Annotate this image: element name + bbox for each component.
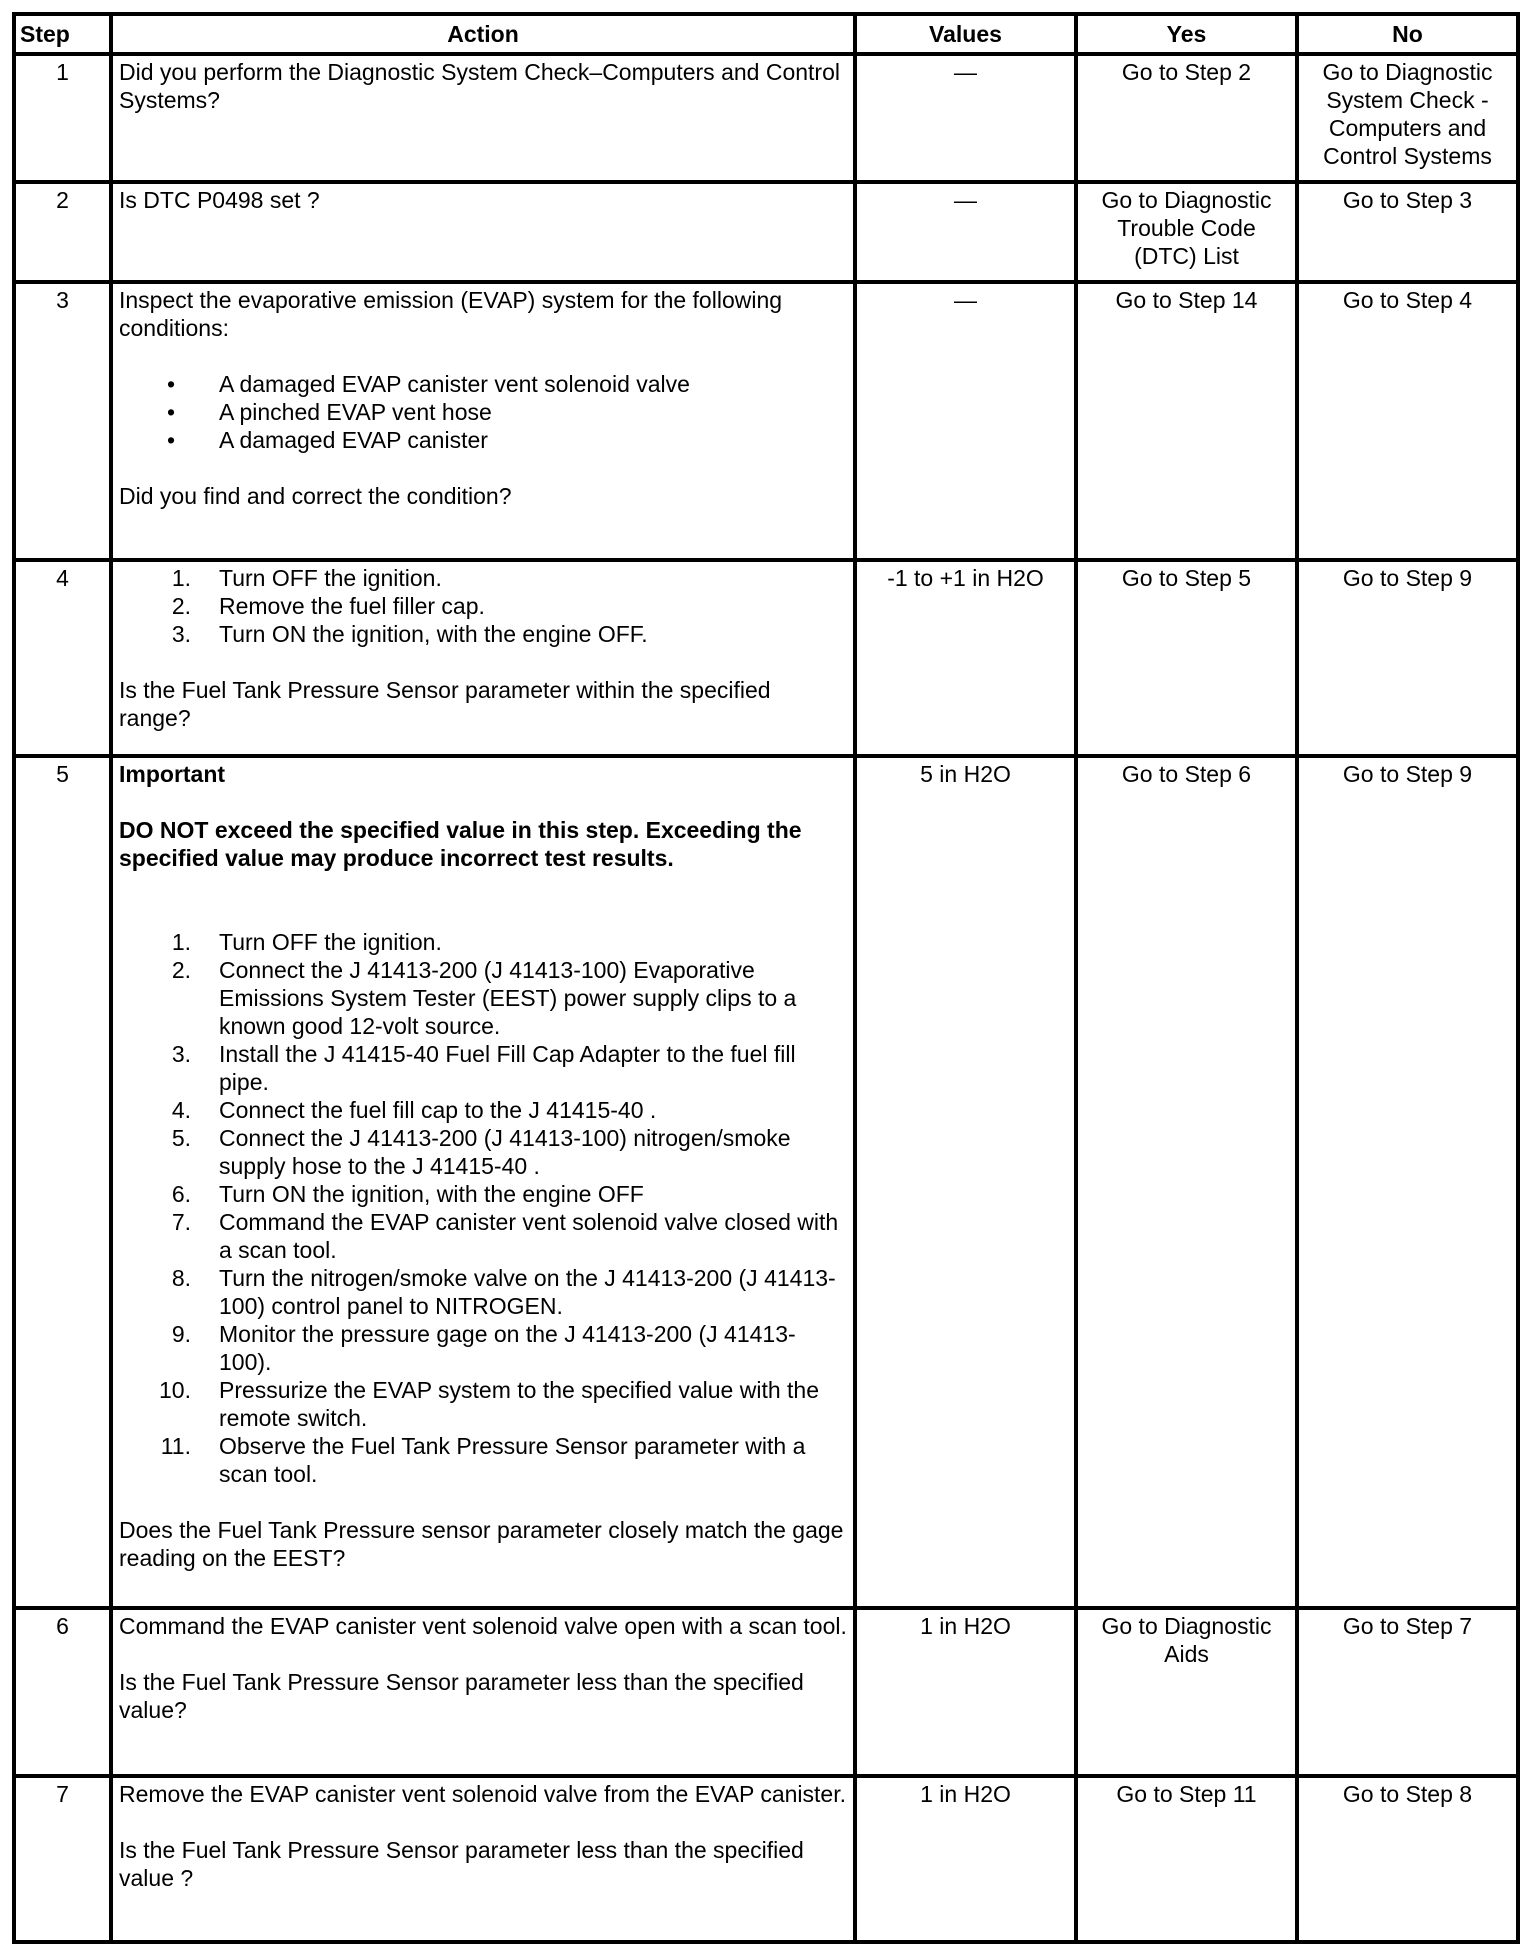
list-text: Monitor the pressure gage on the J 41413-200 (J 41413-100). [219, 1321, 796, 1375]
list-item [119, 928, 847, 956]
value-cell: 1 in H2O [855, 1776, 1076, 1942]
header-row [14, 14, 1518, 54]
table-row [14, 54, 1518, 182]
procedure-list [119, 928, 847, 1488]
step-number: 6 [14, 1608, 111, 1776]
yes-cell: Go to Step 6 [1076, 756, 1297, 1608]
value-cell: 5 in H2O [855, 756, 1076, 1608]
value-cell: -1 to +1 in H2O [855, 560, 1076, 756]
table-row [14, 756, 1518, 1608]
header-no: No [1297, 14, 1518, 54]
list-text: Observe the Fuel Tank Pressure Sensor parameter with a scan tool. [219, 1433, 806, 1487]
list-number: 9. [171, 1321, 191, 1347]
list-number: 6. [171, 1181, 191, 1207]
no-cell: Go to Step 4 [1297, 282, 1518, 560]
condition-list [119, 370, 847, 454]
yes-cell: Go to Diagnostic Trouble Code (DTC) List [1076, 182, 1297, 282]
list-item [119, 1096, 847, 1124]
no-cell: Go to Step 9 [1297, 756, 1518, 1608]
action-cell [111, 54, 855, 182]
list-text: Remove the fuel filler cap. [219, 593, 485, 619]
list-number: 10. [159, 1377, 191, 1403]
list-number: 2. [171, 593, 191, 619]
table-row [14, 282, 1518, 560]
list-item [119, 1124, 847, 1180]
list-text: Turn OFF the ignition. [219, 929, 442, 955]
list-number: 2. [171, 957, 191, 983]
action-cell [111, 1776, 855, 1942]
action-cell [111, 560, 855, 756]
step-number: 1 [14, 54, 111, 182]
list-text: Turn ON the ignition, with the engine OFF [219, 1181, 644, 1207]
value-cell: — [855, 54, 1076, 182]
yes-cell: Go to Step 11 [1076, 1776, 1297, 1942]
header-action: Action [111, 14, 855, 54]
action-question: Is the Fuel Tank Pressure Sensor parameter within the specified range? [119, 677, 771, 731]
list-item [119, 564, 847, 592]
diagnostic-table-sheet [12, 12, 1516, 1944]
action-question: Did you perform the Diagnostic System Check–Computers and Control Systems? [119, 59, 840, 113]
no-cell: Go to Diagnostic System Check - Computers and Control Systems [1297, 54, 1518, 182]
action-question: Is the Fuel Tank Pressure Sensor parameter less than the specified value? [119, 1669, 804, 1723]
action-question: Does the Fuel Tank Pressure sensor parameter closely match the gage reading on the EEST? [119, 1517, 844, 1571]
list-item: • A pinched EVAP vent hose [119, 398, 847, 426]
diagnostic-table [12, 12, 1520, 1944]
value-cell: — [855, 182, 1076, 282]
list-number: 11. [160, 1433, 191, 1459]
step-number: 3 [14, 282, 111, 560]
list-item [119, 620, 847, 648]
table-row [14, 1776, 1518, 1942]
action-cell [111, 756, 855, 1608]
action-intro: Inspect the evaporative emission (EVAP) system for the following conditions: [119, 287, 783, 341]
list-text: Turn OFF the ignition. [219, 565, 442, 591]
list-item: • A damaged EVAP canister [119, 426, 847, 454]
list-item [119, 1376, 847, 1432]
value-cell: 1 in H2O [855, 1608, 1076, 1776]
list-number: 4. [171, 1097, 191, 1123]
list-number: 7. [171, 1209, 191, 1235]
step-number: 5 [14, 756, 111, 1608]
yes-cell: Go to Step 14 [1076, 282, 1297, 560]
action-cell [111, 282, 855, 560]
list-text: Connect the fuel fill cap to the J 41415-40 . [219, 1097, 657, 1123]
important-note: DO NOT exceed the specified value in this step. Exceeding the specified value may produce incorrect test results. [119, 817, 802, 871]
list-item [119, 1208, 847, 1264]
action-question: Is DTC P0498 set ? [119, 187, 320, 213]
action-question: Is the Fuel Tank Pressure Sensor parameter less than the specified value ? [119, 1837, 804, 1891]
list-text: Turn ON the ignition, with the engine OFF. [219, 621, 648, 647]
table-row [14, 560, 1518, 756]
no-cell: Go to Step 8 [1297, 1776, 1518, 1942]
list-number: 3. [171, 1041, 191, 1067]
list-text: Connect the J 41413-200 (J 41413-100) Evaporative Emissions System Tester (EEST) power supply clips to a known good 12-volt source. [219, 957, 797, 1039]
no-cell: Go to Step 3 [1297, 182, 1518, 282]
list-number: 8. [171, 1265, 191, 1291]
list-text: Install the J 41415-40 Fuel Fill Cap Adapter to the fuel fill pipe. [219, 1041, 796, 1095]
list-text: Pressurize the EVAP system to the specified value with the remote switch. [219, 1377, 819, 1431]
procedure-list [119, 564, 847, 648]
list-item [119, 1040, 847, 1096]
list-item [119, 1320, 847, 1376]
yes-cell: Go to Diagnostic Aids [1076, 1608, 1297, 1776]
yes-cell: Go to Step 5 [1076, 560, 1297, 756]
table-row [14, 1608, 1518, 1776]
list-item [119, 1264, 847, 1320]
step-number: 2 [14, 182, 111, 282]
list-item [119, 592, 847, 620]
list-item [119, 1432, 847, 1488]
list-number: 1. [171, 929, 191, 955]
list-text: Turn the nitrogen/smoke valve on the J 41413-200 (J 41413-100) control panel to NITROGEN. [219, 1265, 836, 1319]
list-item [119, 956, 847, 1040]
action-question: Did you find and correct the condition? [119, 483, 512, 509]
value-cell: — [855, 282, 1076, 560]
action-cell [111, 1608, 855, 1776]
table-row [14, 182, 1518, 282]
list-item [119, 1180, 847, 1208]
yes-cell: Go to Step 2 [1076, 54, 1297, 182]
list-number: 1. [171, 565, 191, 591]
header-values: Values [855, 14, 1076, 54]
step-number: 7 [14, 1776, 111, 1942]
list-text: Connect the J 41413-200 (J 41413-100) nitrogen/smoke supply hose to the J 41415-40 . [219, 1125, 791, 1179]
important-label: Important [119, 761, 226, 787]
header-step: Step [14, 14, 111, 54]
action-intro: Remove the EVAP canister vent solenoid valve from the EVAP canister. [119, 1781, 847, 1807]
list-number: 3. [171, 621, 191, 647]
list-text: Command the EVAP canister vent solenoid valve closed with a scan tool. [219, 1209, 839, 1263]
no-cell: Go to Step 7 [1297, 1608, 1518, 1776]
no-cell: Go to Step 9 [1297, 560, 1518, 756]
step-number: 4 [14, 560, 111, 756]
action-cell [111, 182, 855, 282]
list-number: 5. [171, 1125, 191, 1151]
list-item: • A damaged EVAP canister vent solenoid valve [119, 370, 847, 398]
header-yes: Yes [1076, 14, 1297, 54]
action-intro: Command the EVAP canister vent solenoid valve open with a scan tool. [119, 1613, 847, 1639]
